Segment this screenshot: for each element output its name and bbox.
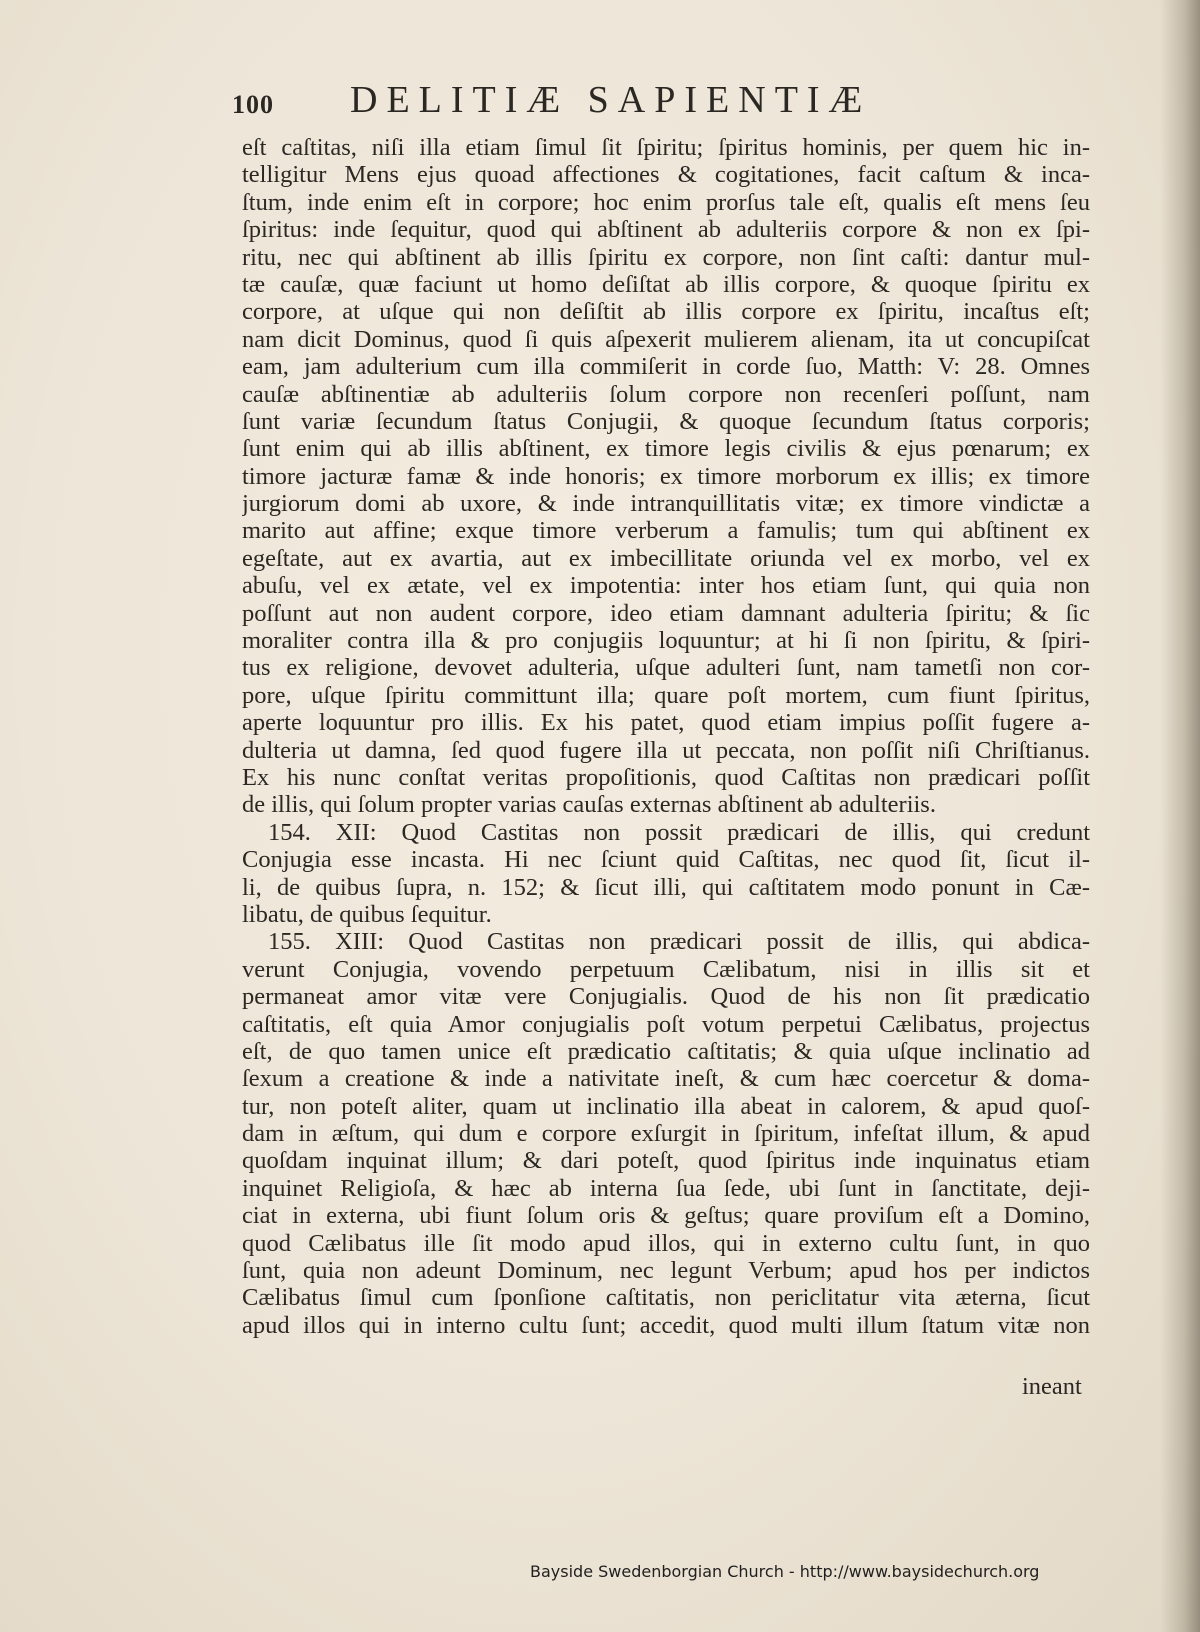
running-title: DELITIÆ SAPIENTIÆ xyxy=(350,79,872,121)
section-heading-154: 154. XII: Quod Castitas non possit prædicari de illis, qui credunt xyxy=(268,818,1090,846)
text-line: ſunt enim qui ab illis abſtinent, ex timore legis civilis & ejus pœnarum; ex xyxy=(242,435,1090,463)
text-line: tus ex religione, devovet adulteria, uſque adulteri ſunt, nam tametſi non cor- xyxy=(242,654,1090,682)
text-line: ſexum a creatione & inde a nativitate ineſt, & cum hæc coercetur & doma- xyxy=(242,1065,1090,1093)
page-edge-shadow xyxy=(1160,0,1200,1632)
text-line: nam dicit Dominus, quod ſi quis aſpexerit mulierem alienam, ita ut concupiſcat xyxy=(242,325,1090,353)
text-line: eſt caſtitas, niſi illa etiam ſimul ſit ſpiritu; ſpiritus hominis, per quem hic in- xyxy=(242,134,1090,161)
text-line: li, de quibus ſupra, n. 152; & ſicut illi, qui caſtitatem modo ponunt in Cæ- xyxy=(242,873,1090,901)
text-line: eam, jam adulterium cum illa commiſerit in corde ſuo, Matth: V: 28. Omnes xyxy=(242,353,1090,381)
text-line: abuſu, vel ex ætate, vel ex impotentia: inter hos etiam ſunt, qui quia non xyxy=(242,572,1090,600)
text-line: quoſdam inquinat illum; & dari poteſt, quod ſpiritus inde inquinatus etiam xyxy=(242,1147,1090,1175)
text-line: libatu, de quibus ſequitur. xyxy=(242,900,492,928)
text-line: ſpiritus: inde ſequitur, quod qui abſtinent ab adulteriis corpore & non ex ſpi- xyxy=(242,216,1090,244)
text-line: dulteria ut damna, ſed quod fugere illa ut peccata, non poſſit niſi Chriſtianus. xyxy=(242,736,1090,764)
text-line: ſunt variæ ſecundum ſtatus Conjugii, & quoque ſecundum ſtatus corporis; xyxy=(242,407,1090,435)
text-line: dam in æſtum, qui dum e corpore exſurgit in ſpiritum, infeſtat illum, & apud xyxy=(242,1120,1090,1148)
text-line: telligitur Mens ejus quoad affectiones & cogitationes, facit caſtum & inca- xyxy=(242,161,1090,189)
text-line: ſtum, inde enim eſt in corpore; hoc enim prorſus tale eſt, qualis eſt mens ſeu xyxy=(242,188,1090,216)
text-line: ciat in externa, ubi fiunt ſolum oris & geſtus; quare proviſum eſt a Domino, xyxy=(242,1202,1090,1230)
text-line: timore jacturæ famæ & inde honoris; ex timore morborum ex illis; ex timore xyxy=(242,462,1090,490)
text-line: caſtitatis, eſt quia Amor conjugialis poſt votum perpetui Cælibatus, projectus xyxy=(242,1010,1090,1038)
text-line: jurgiorum domi ab uxore, & inde intranquillitatis vitæ; ex timore vindictæ a xyxy=(242,490,1090,518)
text-line: tur, non poteſt aliter, quam ut inclinatio illa abeat in calorem, & apud quoſ- xyxy=(242,1092,1090,1120)
text-line: Ex his nunc conſtat veritas propoſitionis, quod Caſtitas non prædicari poſſit xyxy=(242,763,1090,791)
text-line: aperte loquuntur pro illis. Ex his patet, quod etiam impius poſſit fugere a- xyxy=(242,709,1090,737)
footer-credit: Bayside Swedenborgian Church - http://www.baysidechurch.org xyxy=(530,1562,1040,1581)
text-line: poſſunt aut non audent corpore, ideo etiam damnant adulteria ſpiritu; & ſic xyxy=(242,599,1090,627)
text-line: marito aut affine; exque timore verberum a famulis; tum qui abſtinent ex xyxy=(242,517,1090,545)
text-line: pore, uſque ſpiritu committunt illa; quare poſt mortem, cum fiunt ſpiritus, xyxy=(242,681,1090,709)
catchword: ineant xyxy=(1022,1373,1082,1400)
text-line: cauſæ abſtinentiæ ab adulteriis ſolum corpore non recenſeri poſſunt, nam xyxy=(242,380,1090,408)
page-header xyxy=(232,78,992,128)
text-line: ritu, nec qui abſtinent ab illis ſpiritu ex corpore, non ſint caſti: dantur mul- xyxy=(242,243,1090,271)
text-line: Cælibatus ſimul cum ſponſione caſtitatis, non periclitatur vita æterna, ſicut xyxy=(242,1284,1090,1312)
text-line: ſunt, quia non adeunt Dominum, nec legunt Verbum; apud hos per indictos xyxy=(242,1257,1090,1285)
text-line: de illis, qui ſolum propter varias cauſas externas abſtinent ab adulteriis. xyxy=(242,791,936,819)
text-line: Conjugia esse incasta. Hi nec ſciunt quid Caſtitas, nec quod ſit, ſicut il- xyxy=(242,846,1090,874)
body-text xyxy=(242,134,1090,1339)
text-line: inquinet Religioſa, & hæc ab interna ſua ſede, ubi ſunt in ſanctitate, deji- xyxy=(242,1174,1090,1202)
page-number: 100 xyxy=(232,90,274,119)
text-line: apud illos qui in interno cultu ſunt; accedit, quod multi illum ſtatum vitæ non xyxy=(242,1311,1090,1339)
text-line: permaneat amor vitæ vere Conjugialis. Quod de his non ſit prædicatio xyxy=(242,983,1090,1011)
section-heading-155: 155. XIII: Quod Castitas non prædicari possit de illis, qui abdica- xyxy=(268,928,1090,956)
text-line: moraliter contra illa & pro conjugiis loquuntur; at hi ſi non ſpiritu, & ſpiri- xyxy=(242,627,1090,655)
text-line: quod Cælibatus ille ſit modo apud illos, qui in externo cultu ſunt, in quo xyxy=(242,1229,1090,1257)
text-line: eſt, de quo tamen unice eſt prædicatio caſtitatis; & quia uſque inclinatio ad xyxy=(242,1037,1090,1065)
text-line: corpore, at uſque qui non deſiſtit ab illis corpore ex ſpiritu, incaſtus eſt; xyxy=(242,298,1090,326)
text-line: tæ cauſæ, quæ faciunt ut homo deſiſtat ab illis corpore, & quoque ſpiritu ex xyxy=(242,270,1090,298)
text-line: egeſtate, aut ex avartia, aut ex imbecillitate oriunda vel ex morbo, vel ex xyxy=(242,544,1090,572)
text-line: verunt Conjugia, vovendo perpetuum Cælibatum, nisi in illis sit et xyxy=(242,955,1090,983)
